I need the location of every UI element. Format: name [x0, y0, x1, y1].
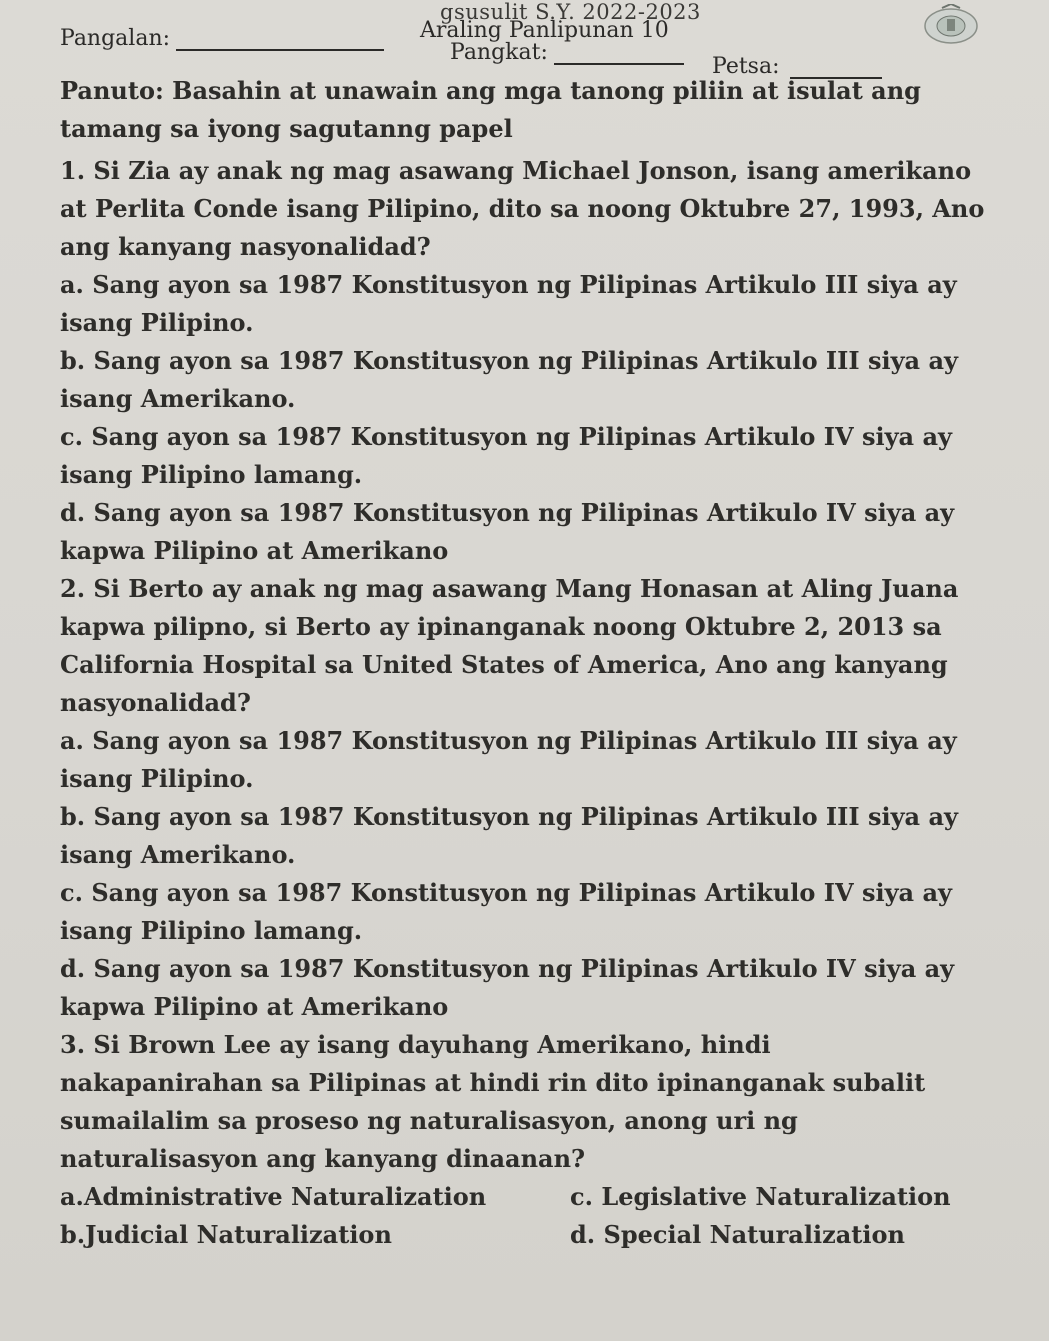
- worksheet-body: [60, 72, 1035, 1254]
- q2-option-b-cont: isang Amerikano.: [60, 840, 296, 869]
- q1-option-c: c. Sang ayon sa 1987 Konstitusyon ng Pilipinas Artikulo IV siya ay: [60, 422, 952, 451]
- name-label: Pangalan:: [60, 26, 171, 51]
- q2-option-c-cont: isang Pilipino lamang.: [60, 916, 363, 945]
- question-1-line: 1. Si Zia ay anak ng mag asawang Michael Jonson, isang amerikano: [60, 156, 972, 185]
- question-3-line: naturalisasyon ang kanyang dinaanan?: [60, 1144, 586, 1173]
- q3-option-c: c. Legislative Naturalization: [570, 1182, 951, 1211]
- level-field: [450, 40, 684, 65]
- school-year-header: gsusulit S.Y. 2022-2023: [440, 0, 701, 24]
- q3-option-d: d. Special Naturalization: [570, 1220, 905, 1249]
- q3-option-b: b.Judicial Naturalization: [60, 1220, 392, 1249]
- q1-option-a-cont: isang Pilipino.: [60, 308, 254, 337]
- subject-title: Araling Panlipunan 10: [420, 18, 669, 43]
- q3-option-a: a.Administrative Naturalization: [60, 1182, 487, 1211]
- q1-option-d-cont: kapwa Pilipino at Amerikano: [60, 536, 449, 565]
- instruction-line: Panuto: Basahin at unawain ang mga tanong piliin at isulat ang: [60, 76, 921, 105]
- q2-option-a-cont: isang Pilipino.: [60, 764, 254, 793]
- q1-option-d: d. Sang ayon sa 1987 Konstitusyon ng Pilipinas Artikulo IV siya ay: [60, 498, 955, 527]
- question-2-line: 2. Si Berto ay anak ng mag asawang Mang Honasan at Aling Juana: [60, 574, 959, 603]
- name-blank[interactable]: [176, 49, 384, 51]
- school-seal-icon: [920, 4, 982, 46]
- q3-options-row-1: [60, 1178, 1035, 1216]
- question-2-line: kapwa pilipno, si Berto ay ipinanganak noong Oktubre 2, 2013 sa: [60, 612, 942, 641]
- question-3-line: nakapanirahan sa Pilipinas at hindi rin dito ipinanganak subalit: [60, 1068, 926, 1097]
- q2-option-d: d. Sang ayon sa 1987 Konstitusyon ng Pilipinas Artikulo IV siya ay: [60, 954, 955, 983]
- question-3-line: sumailalim sa proseso ng naturalisasyon, anong uri ng: [60, 1106, 798, 1135]
- q1-option-b: b. Sang ayon sa 1987 Konstitusyon ng Pilipinas Artikulo III siya ay: [60, 346, 958, 375]
- q3-options-row-2: [60, 1216, 1035, 1254]
- question-1-line: ang kanyang nasyonalidad?: [60, 232, 431, 261]
- q1-option-a: a. Sang ayon sa 1987 Konstitusyon ng Pilipinas Artikulo III siya ay: [60, 270, 957, 299]
- question-1-line: at Perlita Conde isang Pilipino, dito sa noong Oktubre 27, 1993, Ano: [60, 194, 985, 223]
- date-label: Petsa:: [712, 54, 780, 79]
- q2-option-a: a. Sang ayon sa 1987 Konstitusyon ng Pilipinas Artikulo III siya ay: [60, 726, 957, 755]
- q1-option-b-cont: isang Amerikano.: [60, 384, 296, 413]
- question-3-line: 3. Si Brown Lee ay isang dayuhang Amerikano, hindi: [60, 1030, 771, 1059]
- q2-option-c: c. Sang ayon sa 1987 Konstitusyon ng Pilipinas Artikulo IV siya ay: [60, 878, 952, 907]
- q2-option-d-cont: kapwa Pilipino at Amerikano: [60, 992, 449, 1021]
- instruction-line: tamang sa iyong sagutanng papel: [60, 114, 513, 143]
- q2-option-b: b. Sang ayon sa 1987 Konstitusyon ng Pilipinas Artikulo III siya ay: [60, 802, 958, 831]
- question-2-line: California Hospital sa United States of America, Ano ang kanyang: [60, 650, 948, 679]
- question-2-line: nasyonalidad?: [60, 688, 251, 717]
- q1-option-c-cont: isang Pilipino lamang.: [60, 460, 363, 489]
- level-blank[interactable]: [554, 63, 684, 65]
- level-label: Pangkat:: [450, 40, 548, 65]
- name-field: [60, 26, 384, 51]
